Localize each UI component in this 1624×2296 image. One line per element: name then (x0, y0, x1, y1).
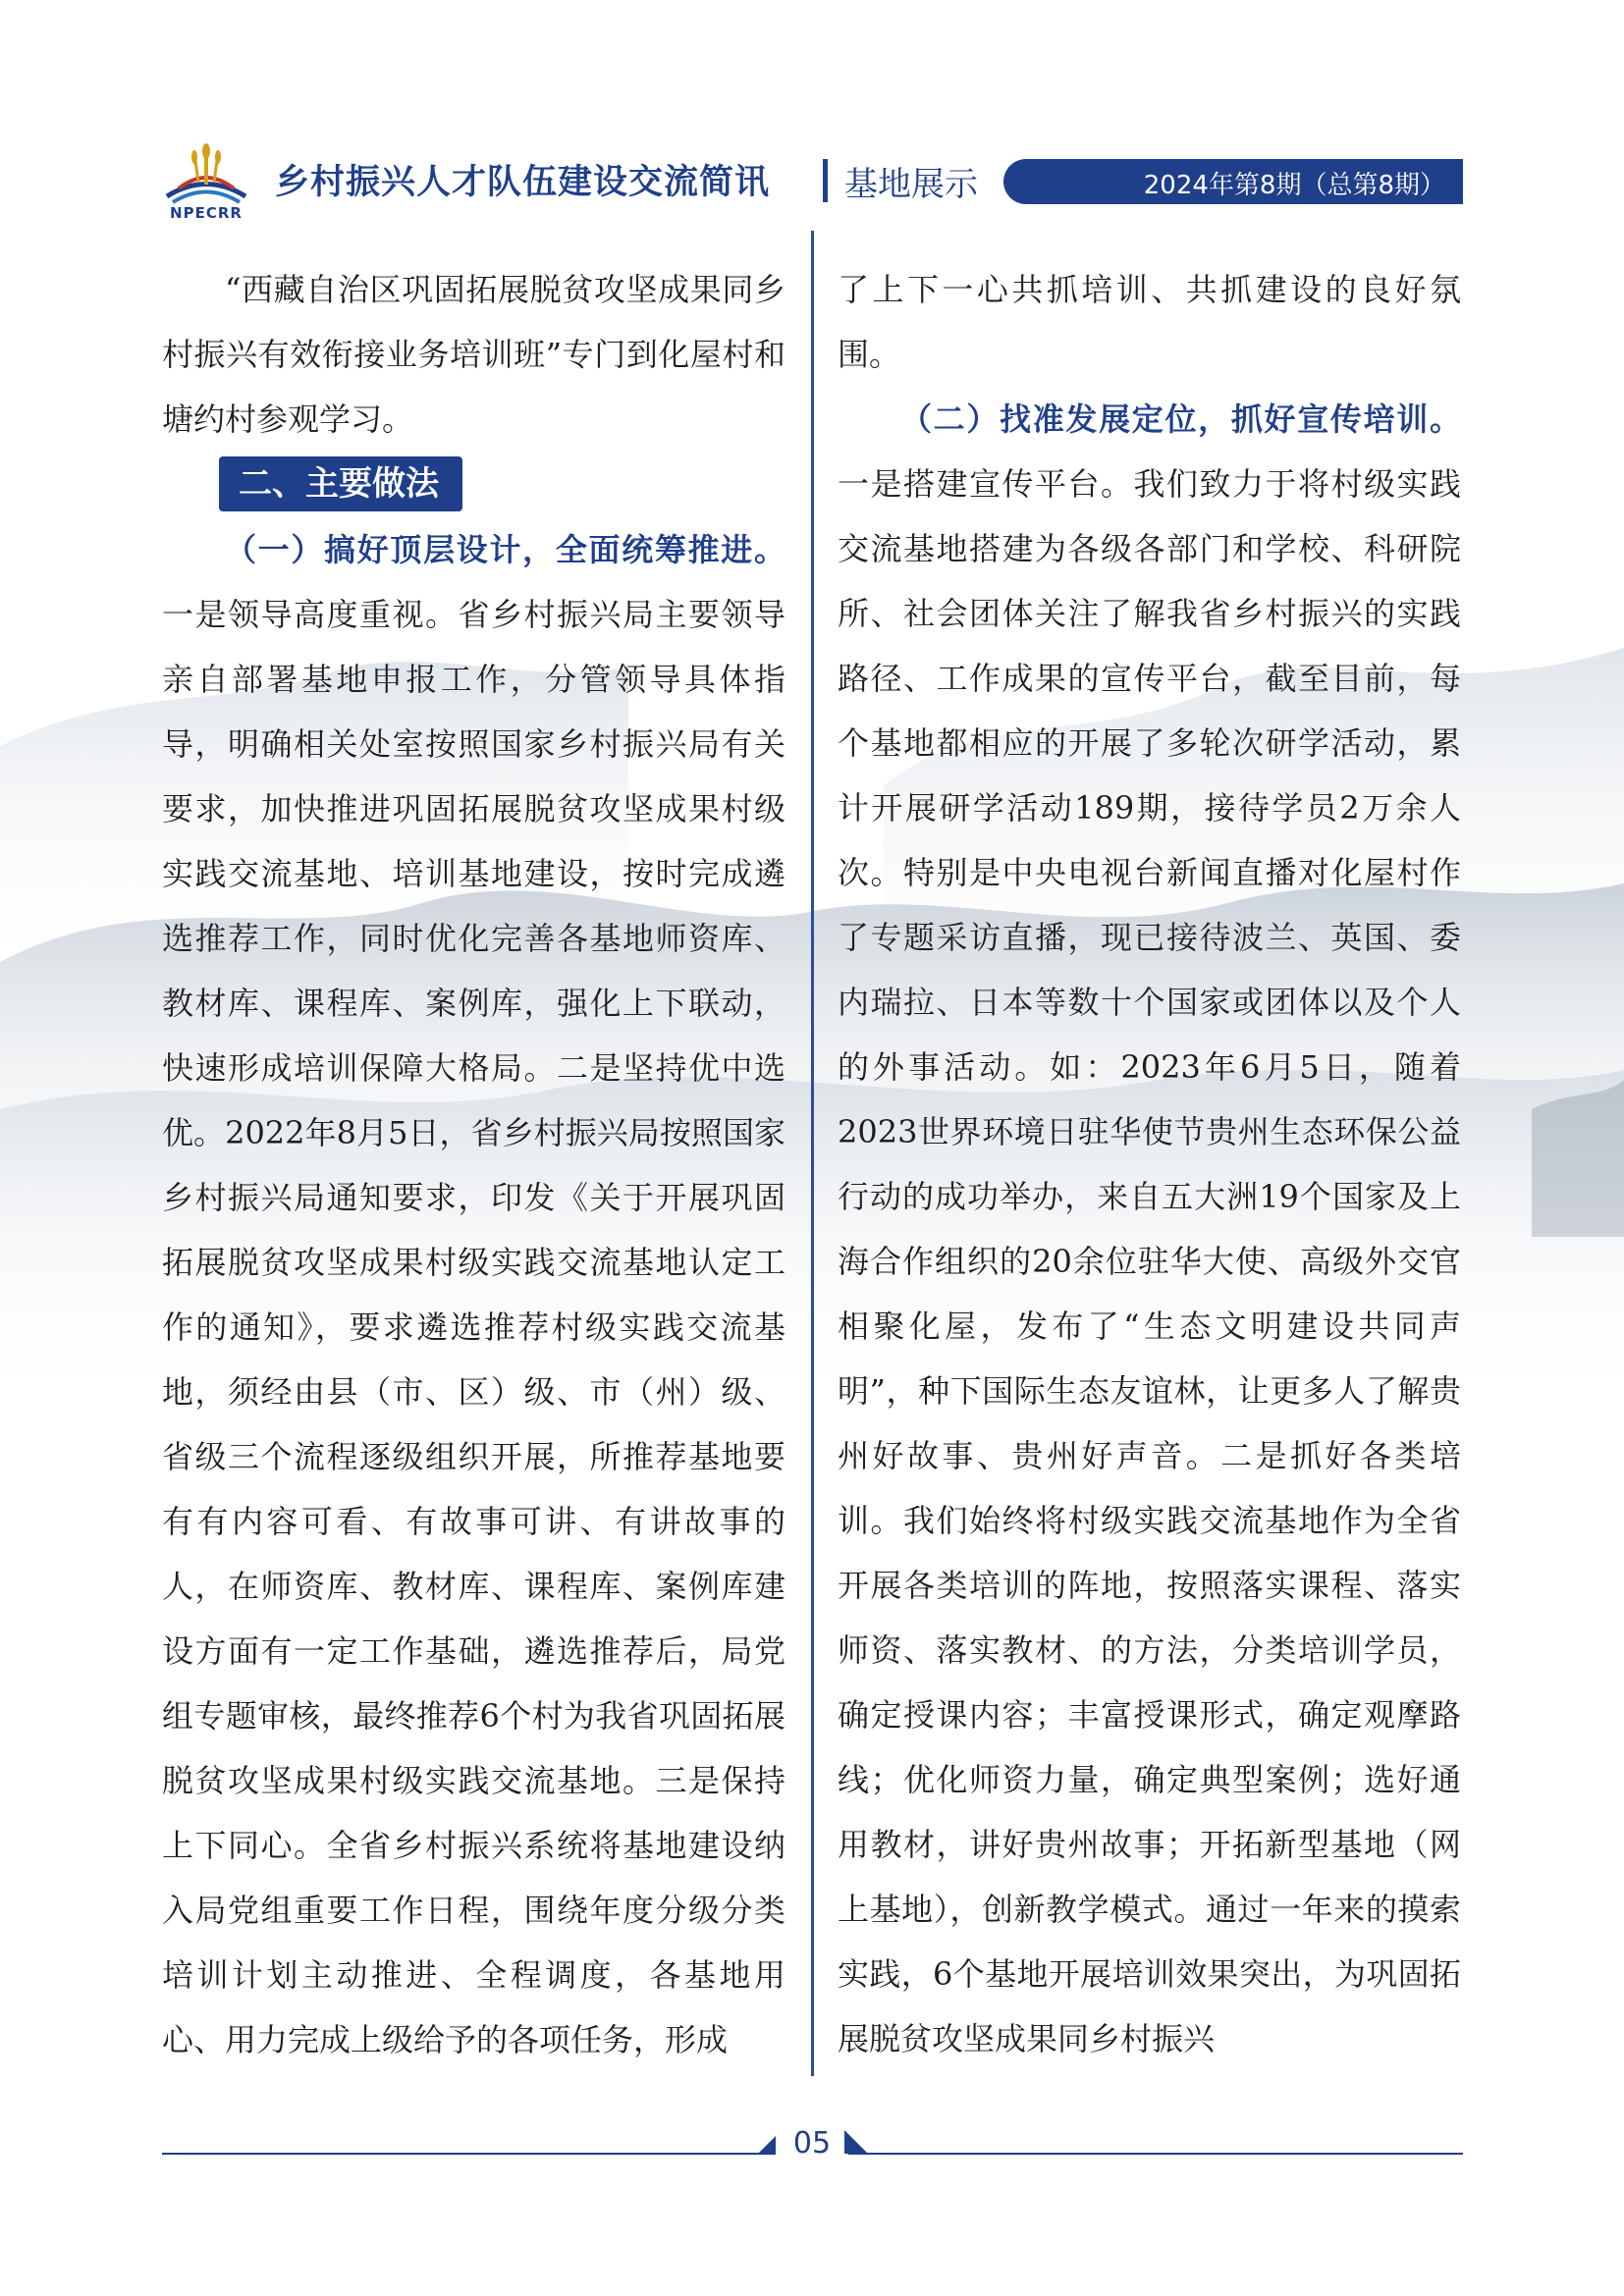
title-separator (823, 159, 828, 202)
issue-banner (1003, 159, 1463, 204)
section-name: 基地展示 (844, 165, 978, 204)
issue-number: 2024年第8期（总第8期） (1143, 171, 1445, 200)
paragraph-positioning-body: 一是搭建宣传平台。我们致力于将村级实践交流基地搭建为各级各部门和学校、科研院所、社会团体关注了解我省乡村振兴的实践路径、工作成果的宣传平台，截至目前，每个基地都相应的开展了多轮次研学活动，累计开展研学活动189期，接待学员2万余人次。特别是中央电视台新闻直播对化屋村作了专题采访直播，现已接待波兰、英国、委内瑞拉、日本等数十个国家或团体以及个人的外事活动。如：2023年6月5日，随着2023世界环境日驻华使节贵州生态环保公益行动的成功举办，来自五大洲19个国家及上海合作组织的20余位驻华大使、高级外交官相聚化屋，发布了“生态文明建设共同声明”，种下国际生态友谊林，让更多人了解贵州好故事、贵州好声音。二是抓好各类培训。我们始终将村级实践交流基地作为全省开展各类培训的阵地，按照落实课程、落实师资、落实教材、的方法，分类培训学员，确定授课内容；丰富授课形式，确定观摩路线；优化师资力量，确定典型案例；选好通用教材，讲好贵州故事；开拓新型基地（网上基地），创新教学模式。通过一年来的摸索实践，6个基地开展培训效果突出，为巩固拓展脱贫攻坚成果同乡村振兴 (838, 465, 1461, 2057)
paragraph-top-design-body: 一是领导高度重视。省乡村振兴局主要领导亲自部署基地申报工作，分管领导具体指导，明确相关处室按照国家乡村振兴局有关要求，加快推进巩固拓展脱贫攻坚成果村级实践交流基地、培训基地建设，按时完成遴选推荐工作，同时优化完善各基地师资库、教材库、课程库、案例库，强化上下联动，快速形成培训保障大格局。二是坚持优中选优。2022年8月5日，省乡村振兴局按照国家乡村振兴局通知要求，印发《关于开展巩固拓展脱贫攻坚成果村级实践交流基地认定工作的通知》，要求遴选推荐村级实践交流基地，须经由县（市、区）级、市（州）级、省级三个流程逐级组织开展，所推荐基地要有有内容可看、有故事可讲、有讲故事的人，在师资库、教材库、课程库、案例库建设方面有一定工作基础，遴选推荐后，局党组专题审核，最终推荐6个村为我省巩固拓展脱贫攻坚成果村级实践交流基地。三是保持上下同心。全省乡村振兴系统将基地建设纳入局党组重要工作日程，围绕年度分级分类培训计划主动推进、全程调度，各基地用心、用力完成上级给予的各项任务，形成 (162, 596, 785, 2058)
triangle-right-icon (844, 2130, 868, 2154)
column-divider (811, 231, 814, 2076)
logo-text: NPECRR (170, 204, 243, 222)
subheading-positioning: （二）找准发展定位，抓好宣传培训。 (900, 400, 1461, 438)
page-number: 05 (776, 2126, 848, 2161)
paragraph-top-design (162, 517, 785, 2072)
wheat-logo-icon (157, 137, 255, 206)
section-heading: 二、主要做法 (219, 456, 462, 511)
publication-title: 乡村振兴人才队伍建设交流简讯 (275, 163, 771, 202)
page-footer (0, 2110, 1624, 2189)
paragraph-continued: 了上下一心共抓培训、共抓建设的良好氛围。 (838, 271, 1461, 373)
paragraph-positioning (838, 387, 1461, 2071)
paragraph-intro: “西藏自治区巩固拓展脱贫攻坚成果同乡村振兴有效衔接业务培训班”专门到化屋村和塘约村参观学习。 (162, 271, 785, 438)
page-header (0, 0, 1624, 222)
npecrr-logo (157, 137, 255, 226)
right-column (838, 257, 1461, 2071)
subheading-top-design: （一）搞好顶层设计，全面统筹推进。 (225, 531, 785, 568)
left-column (162, 257, 785, 2072)
